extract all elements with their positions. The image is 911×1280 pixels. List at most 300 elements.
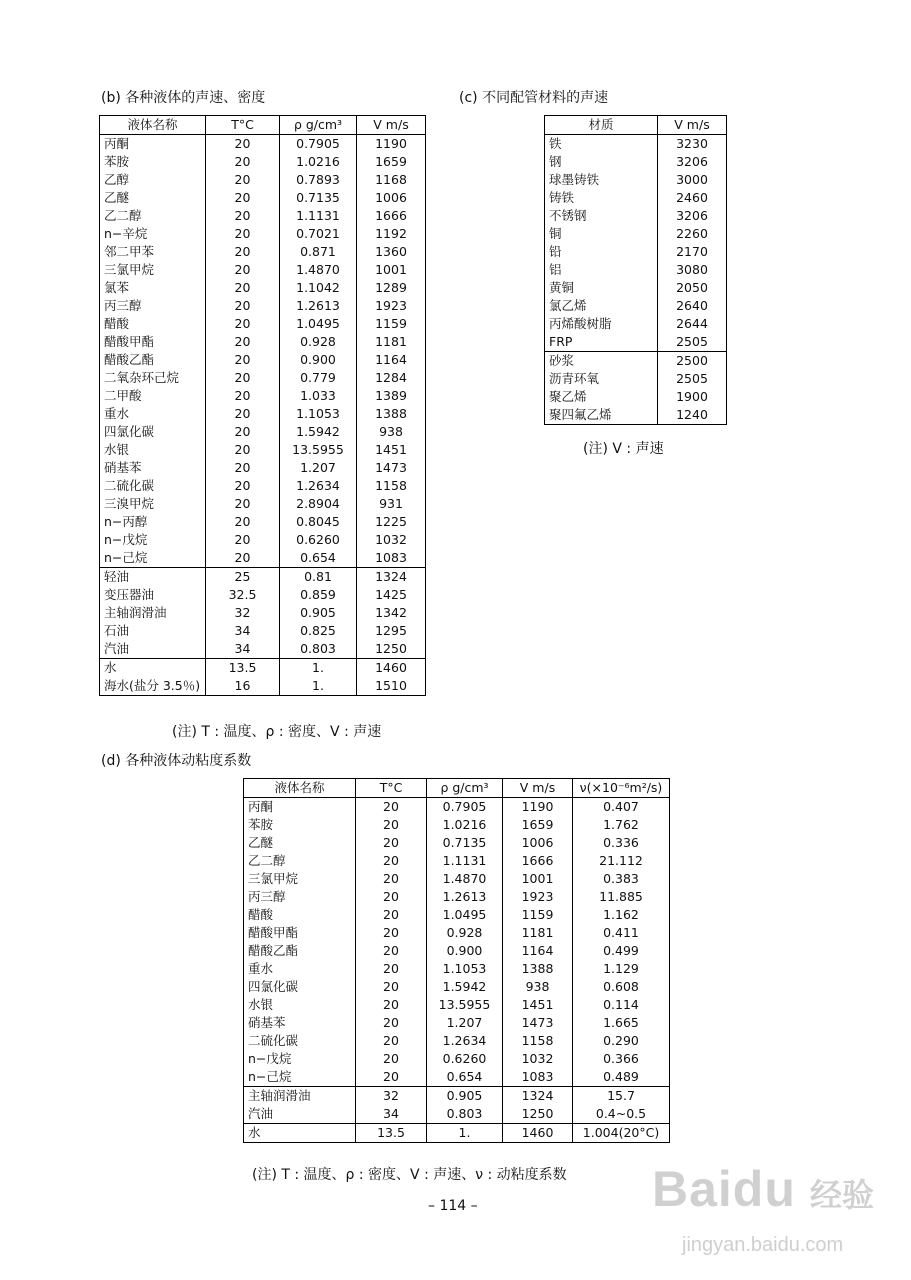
cell-name: 硝基苯 [100,459,206,477]
cell-name: 铅 [545,243,658,261]
table-row [244,1014,670,1032]
table-row [100,315,426,333]
cell-value: 1289 [357,279,426,297]
cell-value: 1284 [357,369,426,387]
cell-value: 1.162 [573,906,670,924]
cell-value: 20 [356,942,427,960]
cell-name: 氯苯 [100,279,206,297]
table-row [100,531,426,549]
cell-value: 1.2634 [280,477,357,495]
cell-value: 1.129 [573,960,670,978]
cell-value: 3206 [658,207,727,225]
cell-name: 变压器油 [100,586,206,604]
cell-value: 1.1053 [280,405,357,423]
cell-value: 20 [206,261,280,279]
cell-value: 0.900 [280,351,357,369]
cell-value: 32 [356,1087,427,1106]
cell-value: 1032 [357,531,426,549]
table-row [100,477,426,495]
cell-value: 0.859 [280,586,357,604]
cell-value: 1. [280,677,357,696]
cell-value: 21.112 [573,852,670,870]
cell-value: 0.7135 [427,834,503,852]
cell-value: 1295 [357,622,426,640]
table-row [244,816,670,834]
table-row [100,405,426,423]
watermark-brand: Baidu [652,1161,796,1217]
cell-value: 13.5955 [427,996,503,1014]
cell-name: 丙三醇 [244,888,356,906]
table-row [100,225,426,243]
cell-value: 1083 [357,549,426,568]
cell-value: 0.6260 [427,1050,503,1068]
cell-value: 1.5942 [280,423,357,441]
cell-name: 丙三醇 [100,297,206,315]
table-header-row [100,116,426,135]
cell-name: 二氧杂环己烷 [100,369,206,387]
cell-name: 醋酸甲酯 [100,333,206,351]
cell-name: 主轴润滑油 [244,1087,356,1106]
cell-value: 1.762 [573,816,670,834]
cell-value: 938 [503,978,573,996]
cell-value: 1.207 [427,1014,503,1032]
cell-value: 20 [356,996,427,1014]
cell-value: 1666 [503,852,573,870]
cell-value: 1388 [357,405,426,423]
cell-value: 0.7135 [280,189,357,207]
column-header: ν(×10⁻⁶m²/s) [573,779,670,798]
cell-value: 0.6260 [280,531,357,549]
column-header: T°C [356,779,427,798]
cell-value: 1923 [357,297,426,315]
table-row [244,942,670,960]
cell-value: 20 [356,960,427,978]
cell-value: 20 [206,387,280,405]
cell-value: 1001 [503,870,573,888]
cell-value: 11.885 [573,888,670,906]
cell-value: 20 [206,459,280,477]
cell-value: 0.654 [427,1068,503,1087]
cell-name: 乙醇 [100,171,206,189]
cell-value: 1. [427,1124,503,1143]
table-row [100,135,426,154]
cell-name: n−戊烷 [100,531,206,549]
cell-value: 1.5942 [427,978,503,996]
cell-value: 0.336 [573,834,670,852]
section-b-note: (注) T : 温度、ρ : 密度、V : 声速 [172,724,382,740]
cell-value: 0.905 [280,604,357,622]
cell-value: 0.489 [573,1068,670,1087]
cell-name: 醋酸 [100,315,206,333]
cell-value: 0.825 [280,622,357,640]
cell-name: 汽油 [244,1105,356,1124]
cell-name: 铝 [545,261,658,279]
cell-value: 20 [206,279,280,297]
cell-name: 醋酸乙酯 [244,942,356,960]
cell-name: 二硫化碳 [100,477,206,495]
table-row [100,586,426,604]
cell-value: 0.871 [280,243,357,261]
baidu-jingyan-watermark [652,1160,902,1270]
cell-value: 0.928 [427,924,503,942]
cell-value: 20 [356,870,427,888]
column-header: ρ g/cm³ [427,779,503,798]
cell-value: 2505 [658,370,727,388]
table-row [545,333,727,352]
cell-value: 1190 [357,135,426,154]
cell-value: 0.4~0.5 [573,1105,670,1124]
cell-value: 1164 [503,942,573,960]
cell-value: 20 [206,243,280,261]
cell-value: 0.114 [573,996,670,1014]
cell-value: 1083 [503,1068,573,1087]
cell-value: 2050 [658,279,727,297]
cell-value: 0.8045 [280,513,357,531]
cell-value: 1006 [503,834,573,852]
cell-name: 聚乙烯 [545,388,658,406]
cell-value: 20 [206,189,280,207]
table-row [100,207,426,225]
cell-name: 聚四氟乙烯 [545,406,658,425]
table-row [100,279,426,297]
cell-value: 1240 [658,406,727,425]
cell-value: 1659 [357,153,426,171]
cell-name: 黄铜 [545,279,658,297]
cell-value: 34 [206,640,280,659]
cell-value: 1159 [503,906,573,924]
cell-value: 1388 [503,960,573,978]
table-row [100,441,426,459]
cell-name: 海水(盐分 3.5％) [100,677,206,696]
cell-value: 1.1042 [280,279,357,297]
cell-value: 1158 [503,1032,573,1050]
table-row [100,351,426,369]
cell-value: 0.407 [573,798,670,817]
cell-value: 1250 [503,1105,573,1124]
cell-name: 醋酸 [244,906,356,924]
cell-value: 2500 [658,352,727,371]
cell-value: 1168 [357,171,426,189]
column-header: 液体名称 [244,779,356,798]
column-header: 液体名称 [100,116,206,135]
section-b-title: (b) 各种液体的声速、密度 [101,90,266,106]
cell-value: 1.0216 [280,153,357,171]
table-row [545,315,727,333]
cell-value: 1.1131 [280,207,357,225]
cell-value: 20 [356,1050,427,1068]
cell-name: 醋酸甲酯 [244,924,356,942]
cell-name: 水银 [244,996,356,1014]
cell-value: 1451 [357,441,426,459]
table-row [100,423,426,441]
cell-value: 1.0216 [427,816,503,834]
page-number: – 114 – [428,1198,478,1214]
table-row [244,1068,670,1087]
cell-value: 1923 [503,888,573,906]
cell-value: 0.803 [280,640,357,659]
table-row [545,279,727,297]
cell-name: 乙醚 [100,189,206,207]
cell-name: 水 [244,1124,356,1143]
cell-value: 1.4870 [427,870,503,888]
cell-value: 0.7893 [280,171,357,189]
table-row [100,568,426,587]
cell-name: 丙烯酸树脂 [545,315,658,333]
section-c-note: (注) V : 声速 [583,441,664,457]
table-row [244,996,670,1014]
cell-value: 1900 [658,388,727,406]
table-row [545,261,727,279]
cell-value: 20 [206,153,280,171]
cell-value: 13.5 [206,659,280,678]
table-row [100,659,426,678]
cell-value: 2505 [658,333,727,352]
cell-value: 32.5 [206,586,280,604]
cell-value: 20 [356,1032,427,1050]
cell-value: 20 [206,477,280,495]
table-row [545,388,727,406]
table-row [244,1105,670,1124]
cell-value: 1006 [357,189,426,207]
column-header: 材质 [545,116,658,135]
column-header: T°C [206,116,280,135]
cell-value: 1164 [357,351,426,369]
column-header: V m/s [503,779,573,798]
cell-name: 铜 [545,225,658,243]
table-row [244,924,670,942]
cell-name: n−辛烷 [100,225,206,243]
cell-name: n−己烷 [244,1068,356,1087]
cell-value: 15.7 [573,1087,670,1106]
cell-value: 1473 [357,459,426,477]
cell-value: 2.8904 [280,495,357,513]
cell-value: 1389 [357,387,426,405]
cell-value: 1342 [357,604,426,622]
table-row [244,852,670,870]
cell-value: 0.499 [573,942,670,960]
table-row [100,333,426,351]
cell-value: 1190 [503,798,573,817]
cell-name: 三溴甲烷 [100,495,206,513]
cell-value: 1250 [357,640,426,659]
cell-name: 重水 [244,960,356,978]
cell-value: 20 [356,798,427,817]
cell-value: 20 [206,441,280,459]
cell-value: 20 [356,888,427,906]
table-row [545,171,727,189]
cell-name: 铸铁 [545,189,658,207]
cell-name: 重水 [100,405,206,423]
cell-name: 三氯甲烷 [100,261,206,279]
cell-name: 铁 [545,135,658,154]
cell-name: 乙二醇 [100,207,206,225]
cell-value: 20 [206,405,280,423]
cell-value: 1032 [503,1050,573,1068]
column-header: V m/s [658,116,727,135]
table-row [100,677,426,696]
table-row [244,960,670,978]
cell-value: 1360 [357,243,426,261]
cell-value: 3000 [658,171,727,189]
cell-value: 20 [356,1068,427,1087]
cell-value: 1510 [357,677,426,696]
cell-name: 邻二甲苯 [100,243,206,261]
cell-value: 0.7905 [427,798,503,817]
section-d-note: (注) T : 温度、ρ : 密度、V : 声速、ν : 动粘度系数 [252,1167,567,1183]
cell-value: 0.383 [573,870,670,888]
table-row [100,171,426,189]
column-header: V m/s [357,116,426,135]
cell-value: 3080 [658,261,727,279]
table-row [244,834,670,852]
table-row [100,622,426,640]
cell-value: 20 [356,978,427,996]
table-row [244,978,670,996]
table-header-row [545,116,727,135]
cell-value: 1. [280,659,357,678]
cell-value: 20 [206,333,280,351]
cell-name: 主轴润滑油 [100,604,206,622]
table-row [100,459,426,477]
cell-value: 0.366 [573,1050,670,1068]
cell-value: 1460 [503,1124,573,1143]
cell-value: 0.905 [427,1087,503,1106]
cell-name: n−戊烷 [244,1050,356,1068]
cell-name: 砂浆 [545,352,658,371]
cell-value: 0.608 [573,978,670,996]
table-row [100,261,426,279]
table-row [545,406,727,425]
cell-value: 0.928 [280,333,357,351]
cell-value: 1.665 [573,1014,670,1032]
table-row [100,369,426,387]
cell-value: 3206 [658,153,727,171]
table-row [100,387,426,405]
cell-value: 0.7021 [280,225,357,243]
watermark-url: jingyan.baidu.com [682,1234,844,1256]
cell-value: 16 [206,677,280,696]
cell-value: 20 [206,423,280,441]
cell-name: 乙二醇 [244,852,356,870]
table-header-row [244,779,670,798]
cell-name: 乙醚 [244,834,356,852]
cell-name: 氯乙烯 [545,297,658,315]
cell-value: 20 [206,495,280,513]
cell-name: n−己烷 [100,549,206,568]
cell-name: 汽油 [100,640,206,659]
cell-value: 0.654 [280,549,357,568]
cell-value: 20 [356,852,427,870]
cell-value: 0.81 [280,568,357,587]
cell-value: 1181 [503,924,573,942]
watermark-brand-cn: 经验 [810,1176,875,1214]
cell-value: 0.7905 [280,135,357,154]
cell-name: 硝基苯 [244,1014,356,1032]
cell-value: 1158 [357,477,426,495]
cell-value: 1460 [357,659,426,678]
table-row [100,189,426,207]
cell-value: 20 [206,207,280,225]
pipe-material-sound-speed-table [544,115,727,425]
cell-name: n−丙醇 [100,513,206,531]
cell-value: 20 [206,549,280,568]
cell-name: 二甲酸 [100,387,206,405]
cell-value: 1324 [357,568,426,587]
cell-value: 1324 [503,1087,573,1106]
cell-value: 1.2634 [427,1032,503,1050]
table-row [244,870,670,888]
cell-name: 钢 [545,153,658,171]
table-row [244,1087,670,1106]
cell-value: 0.803 [427,1105,503,1124]
cell-name: 二硫化碳 [244,1032,356,1050]
cell-value: 1159 [357,315,426,333]
cell-name: 苯胺 [244,816,356,834]
cell-value: 1425 [357,586,426,604]
cell-value: 20 [206,369,280,387]
cell-value: 13.5 [356,1124,427,1143]
cell-value: 0.290 [573,1032,670,1050]
table-row [545,370,727,388]
liquid-sound-speed-table [99,115,426,696]
table-row [100,640,426,659]
cell-value: 0.900 [427,942,503,960]
cell-value: 20 [206,351,280,369]
cell-name: 不锈钢 [545,207,658,225]
cell-value: 34 [206,622,280,640]
cell-name: 四氯化碳 [100,423,206,441]
cell-value: 2170 [658,243,727,261]
cell-value: 1181 [357,333,426,351]
cell-value: 938 [357,423,426,441]
cell-value: 1.207 [280,459,357,477]
cell-value: 34 [356,1105,427,1124]
table-row [244,1032,670,1050]
cell-value: 20 [356,906,427,924]
cell-value: 1.2613 [280,297,357,315]
cell-name: 苯胺 [100,153,206,171]
cell-value: 32 [206,604,280,622]
table-row [100,549,426,568]
cell-value: 20 [206,171,280,189]
cell-name: 轻油 [100,568,206,587]
cell-value: 2460 [658,189,727,207]
table-row [100,297,426,315]
cell-name: 石油 [100,622,206,640]
cell-value: 20 [356,1014,427,1032]
table-row [100,243,426,261]
cell-value: 3230 [658,135,727,154]
cell-value: 25 [206,568,280,587]
cell-name: 水银 [100,441,206,459]
cell-name: 四氯化碳 [244,978,356,996]
cell-value: 20 [356,816,427,834]
column-header: ρ g/cm³ [280,116,357,135]
cell-value: 1.1053 [427,960,503,978]
cell-value: 0.411 [573,924,670,942]
cell-value: 20 [356,834,427,852]
table-row [100,153,426,171]
cell-name: 沥青环氧 [545,370,658,388]
cell-value: 1.0495 [427,906,503,924]
cell-value: 13.5955 [280,441,357,459]
cell-value: 20 [206,315,280,333]
liquid-kinematic-viscosity-table [243,778,670,1143]
cell-name: 丙酮 [244,798,356,817]
table-row [244,906,670,924]
table-row [545,243,727,261]
cell-value: 1001 [357,261,426,279]
